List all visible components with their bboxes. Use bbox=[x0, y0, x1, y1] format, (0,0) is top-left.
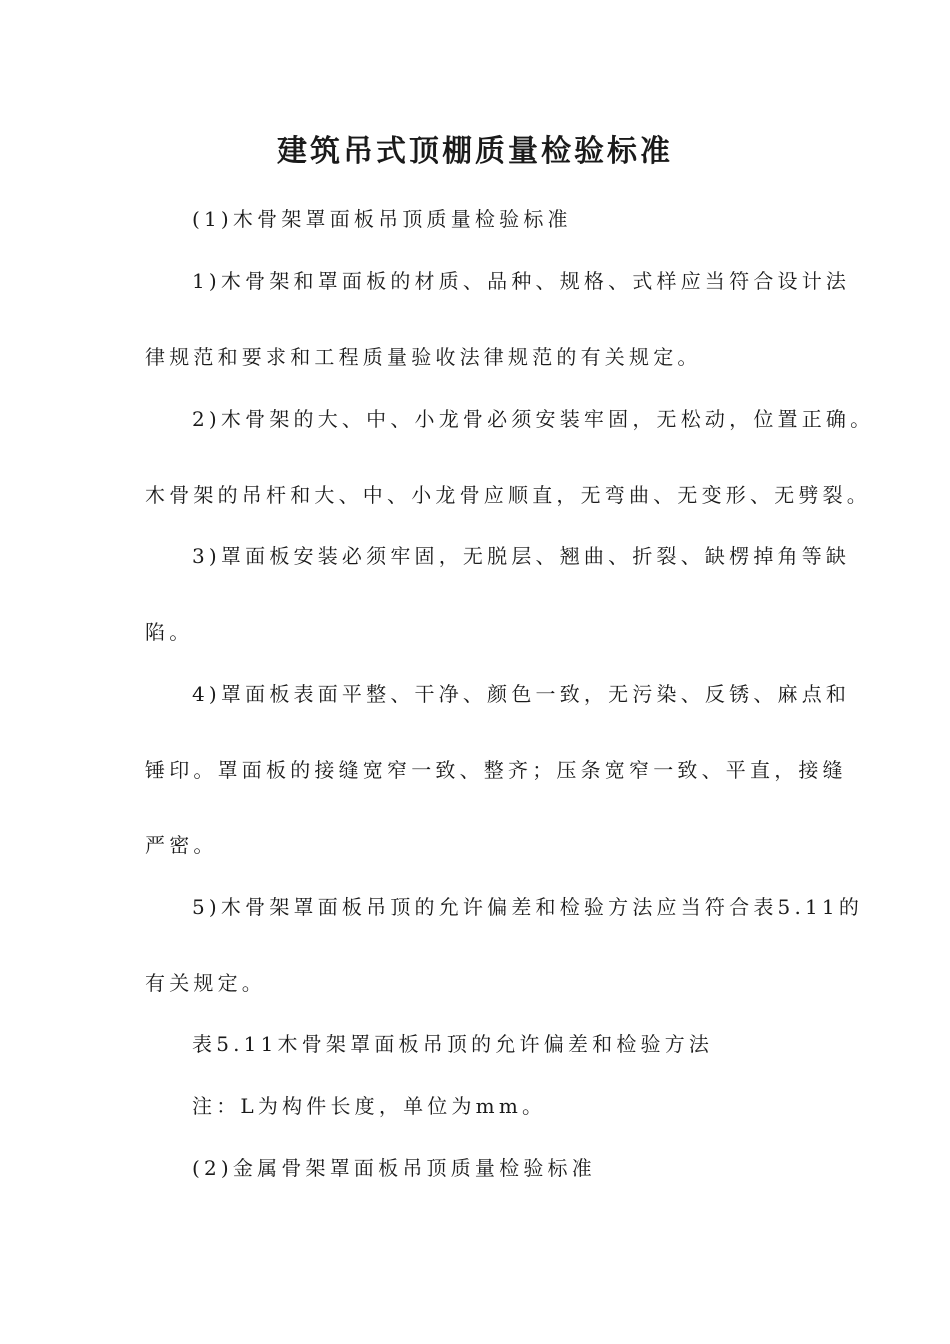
paragraph-line: 3)罩面板安装必须牢固，无脱层、翘曲、折裂、缺楞掉角等缺 bbox=[192, 544, 851, 568]
paragraph-line: 5)木骨架罩面板吊顶的允许偏差和检验方法应当符合表5.11的 bbox=[192, 895, 864, 919]
paragraph-line: 木骨架的吊杆和大、中、小龙骨应顺直，无弯曲、无变形、无劈裂。 bbox=[145, 483, 871, 507]
paragraph-line: 1)木骨架和罩面板的材质、品种、规格、式样应当符合设计法 bbox=[192, 269, 851, 293]
paragraph-line: 4)罩面板表面平整、干净、颜色一致，无污染、反锈、麻点和 bbox=[192, 682, 851, 706]
paragraph-line: 2)木骨架的大、中、小龙骨必须安装牢固，无松动，位置正确。 bbox=[192, 407, 875, 431]
paragraph-line: 律规范和要求和工程质量验收法律规范的有关规定。 bbox=[145, 345, 702, 369]
table-caption: 表5.11木骨架罩面板吊顶的允许偏差和检验方法 bbox=[192, 1032, 714, 1056]
paragraph-line: 严密。 bbox=[145, 833, 218, 857]
paragraph-line: 陷。 bbox=[145, 620, 194, 644]
document-title: 建筑吊式顶棚质量检验标准 bbox=[277, 134, 673, 169]
table-note: 注：L为构件长度，单位为mm。 bbox=[192, 1094, 547, 1118]
section-heading-wood-frame: (1)木骨架罩面板吊顶质量检验标准 bbox=[192, 207, 572, 231]
paragraph-line: 锤印。罩面板的接缝宽窄一致、整齐；压条宽窄一致、平直，接缝 bbox=[145, 758, 847, 782]
paragraph-line: 有关规定。 bbox=[145, 971, 266, 995]
section-heading-metal-frame: (2)金属骨架罩面板吊顶质量检验标准 bbox=[192, 1156, 596, 1180]
